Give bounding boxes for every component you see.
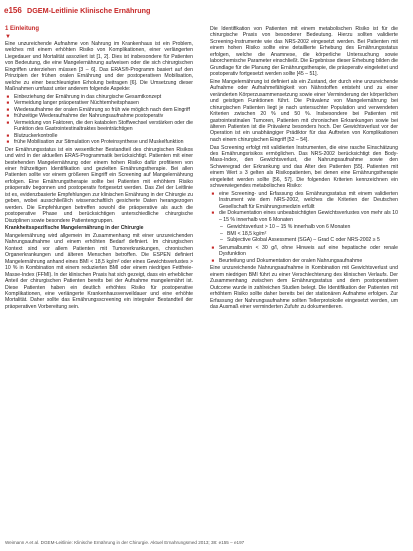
list-item: ■ die Dokumentation eines unbeabsichtigten Gewichtsverlustes von mehr als 10 – 15 % innerhalb von 6 Monaten <box>210 210 398 223</box>
sub-bullet-list <box>210 224 398 243</box>
bullet-list <box>210 245 398 264</box>
list-item: ■ Wiederaufnahme der oralen Ernährung so früh wie möglich nach dem Eingriff <box>5 107 193 113</box>
paragraph: Eine unzureichende Nahrungsaufnahme in Kombination mit Gewichtsverlust und einem niedrigen BMI führt zu einer Verschlechterung des klinischen Verlaufs. Der Zusammenhang zwischen dem Ernährungsstatus und dem postoperativen Outcome wurde in zahlreichen Studien belegt. Die Identifikation der Patienten mit erhöhtem Risiko sollte daher bereits bei der stationären Aufnahme erfolgen. Zur Erfassung der Nahrungsaufnahme sollten Tellerprotokolle eingesetzt werden, um das Ausmaß einer verminderten Zufuhr zu dokumentieren. <box>210 265 398 311</box>
bullet-list <box>5 94 193 146</box>
paragraph: Das Screening erfolgt mit validierten Instrumenten, die eine rasche Einschätzung des Ernährungsrisikos ermöglichen. Das NRS-2002 berücksichtigt den Body-Mass-Index, den Gewichtsverlust, die Nahrungsaufnahme sowie den Schweregrad der Erkrankung und das Alter des Patienten [55]. Patienten mit einem Wert ≥ 3 gelten als Risikopatienten, bei denen eine Ernährungstherapie eingeleitet werden sollte [56, 57]. Die folgenden Kriterien kennzeichnen ein schwerwiegendes metabolisches Risiko: <box>210 144 398 190</box>
list-item: ■ Beurteilung und Dokumentation der oralen Nahrungsaufnahme <box>210 258 398 264</box>
right-column <box>210 26 398 312</box>
sub-list-item: – Gewichtsverlust > 10 – 15 % innerhalb von 6 Monaten <box>210 224 398 230</box>
bullet-list <box>210 191 398 223</box>
paragraph: Der Ernährungsstatus ist ein wesentlicher Bestandteil des chirurgischen Risikos und wird in der aktuellen ERAS-Programmatik berücksichtigt. Patienten mit einer bestehenden Mangelernährung oder einem hohen Risiko dafür profitieren von einer frühzeitigen Identifikation und gezielten Ernährungstherapie. Bei allen Patienten sollte vor einem größeren Eingriff ein Screening auf Mangelernährung erfolgen. Eine Ernährungstherapie sollte bei Patienten mit erhöhtem Risiko präoperativ begonnen und postoperativ fortgesetzt werden. Das Ziel der Leitlinie ist es, evidenzbasierte Empfehlungen zur klinischen Ernährung in der Chirurgie zu geben, wobei ausschließlich wissenschaftlich gesicherte Daten herangezogen werden. Die Empfehlungen betreffen sowohl die präoperative als auch die postoperative Phase und berücksichtigen unterschiedliche chirurgische Disziplinen sowie besondere Patientengruppen. <box>5 146 193 224</box>
page-footer: Weimann A et al. DGEM-Leitlinie: Klinische Ernährung in der Chirurgie. Aktuel Ernahrungsmed 2013; 38: e155 – e197 <box>5 540 245 545</box>
list-item: ■ Serumalbumin < 30 g/l, ohne Hinweis auf eine hepatische oder renale Dysfunktion <box>210 245 398 258</box>
page-header <box>0 0 413 22</box>
list-item: ■ eine Screening- und Erfassung des Ernährungsstatus mit einem validierten Instrument wie dem NRS-2002, welches die Kriterien der Deutschen Gesellschaft für Ernährungsmedizin erfüllt <box>210 191 398 210</box>
paragraph: Eine unzureichende Aufnahme von Nahrung im Krankenhaus ist ein Problem, welches mit einem erhöhten Risiko von Komplikationen, einer verlängerten Liegedauer und Mortalität assoziiert ist [1, 2]. Dies ist insbesondere für Patienten von Bedeutung, die eine Mangelernährung aufweisen oder die sich chirurgischen Eingriffen unterziehen müssen [3 – 6]. Das ERAS®-Programm basiert auf den Prinzipien der frühen oralen Ernährung und der postoperativen Mobilisation, welche zu einer beschleunigten Erholung beitragen [6]. Die Umsetzung dieser Maßnahmen umfasst unter anderem folgende Aspekte: <box>5 41 193 93</box>
sub-list-item: – Subjective Global Assessment (SGA) – Grad C oder NRS-2002 ≥ 5 <box>210 237 398 243</box>
list-item: ■ Blutzuckerkontrolle <box>5 133 193 139</box>
paragraph: Eine Mangelernährung ist definiert als ein Zustand, der durch eine unzureichende Aufnahme oder Aufnahmefähigkeit von Nährstoffen entsteht und zu einer veränderten Körperzusammensetzung sowie einer Verminderung der körperlichen und geistigen Funktionen führt. Die Prävalenz von Mangelernährung bei chirurgischen Patienten liegt je nach untersuchter Population und verwendeten Kriterien zwischen 20 % und 50 %. Insbesondere bei Patienten mit gastrointestinalen Tumoren, Patienten mit chronischen Erkrankungen sowie bei älteren Patienten ist die Prävalenz besonders hoch. Der Gewichtsverlust vor der Operation ist ein unabhängiger Prädiktor für das Auftreten von Komplikationen nach einem chirurgischen Eingriff [52 – 54]. <box>210 78 398 143</box>
left-column <box>5 26 193 312</box>
subsection-heading: Krankheitsspezifische Mangelernährung in der Chirurgie <box>5 225 144 232</box>
list-item: ■ Einbeziehung der Ernährung in das chirurgische Gesamtkonzept <box>5 94 193 100</box>
list-item: ■ frühe Mobilisation zur Stimulation von Proteinsynthese und Muskelfunktion <box>5 139 193 145</box>
sub-list-item: – BMI < 18,5 kg/m² <box>210 231 398 237</box>
paragraph: Die Identifikation von Patienten mit einem metabolischen Risiko ist für die chirurgische Praxis von besonderer Bedeutung. Hierzu sollten validierte Screening-Instrumente wie das NRS-2002 eingesetzt werden. Bei Patienten mit einem hohen Risiko sollte eine detaillierte Erhebung des Ernährungsstatus erfolgen, welche die Anamnese, die körperliche Untersuchung sowie laborchemische Parameter einschließt. Die Ergebnisse dieser Erhebung bilden die Grundlage für die Planung der Ernährungstherapie, die präoperativ eingeleitet und postoperativ fortgesetzt werden sollte [45 – 51]. <box>210 26 398 78</box>
paragraph: Mangelernährung wird allgemein im Zusammenhang mit einer unzureichenden Nahrungsaufnahme und einem erhöhten Bedarf definiert. Im chirurgischen Kontext sind vor allem Patienten mit Tumorerkrankungen, chronischen Organerkrankungen und älteren Menschen betroffen. Die ESPEN definiert Mangelernährung anhand eines BMI < 18,5 kg/m² oder eines Gewichtsverlustes > 10 % in Kombination mit einem reduzierten BMI oder einem niedrigen Fettfreie-Masse-Index (FFMI). In der klinischen Praxis hat sich gezeigt, dass ein erheblicher Anteil der chirurgischen Patienten bereits bei der Aufnahme mangelernährt ist. Diese Patienten haben ein deutlich erhöhtes Risiko für postoperative Komplikationen, eine verlängerte Krankenhausverweildauer und eine erhöhte Mortalität. Daher sollte das Ernährungsscreening ein integraler Bestandteil der präoperativen Vorbereitung sein. <box>5 232 193 310</box>
journal-title: DGEM-Leitlinie Klinische Ernährung <box>27 6 151 15</box>
list-item: ■ frühzeitige Wiederaufnahme der Nahrungsaufnahme postoperativ <box>5 113 193 119</box>
list-item: ■ Vermeidung langer präoperativer Nüchternheitsphasen <box>5 100 193 106</box>
section-heading: 1 Einleitung <box>5 26 40 32</box>
section-arrow-icon: ▼ <box>5 34 11 40</box>
list-item: ■ Vermeidung von Faktoren, die den katabolen Stoffwechsel verstärken oder die Funktion des Gastrointestinaltraktes beeinträchtigen <box>5 120 193 133</box>
page-number: e156 <box>4 6 22 15</box>
